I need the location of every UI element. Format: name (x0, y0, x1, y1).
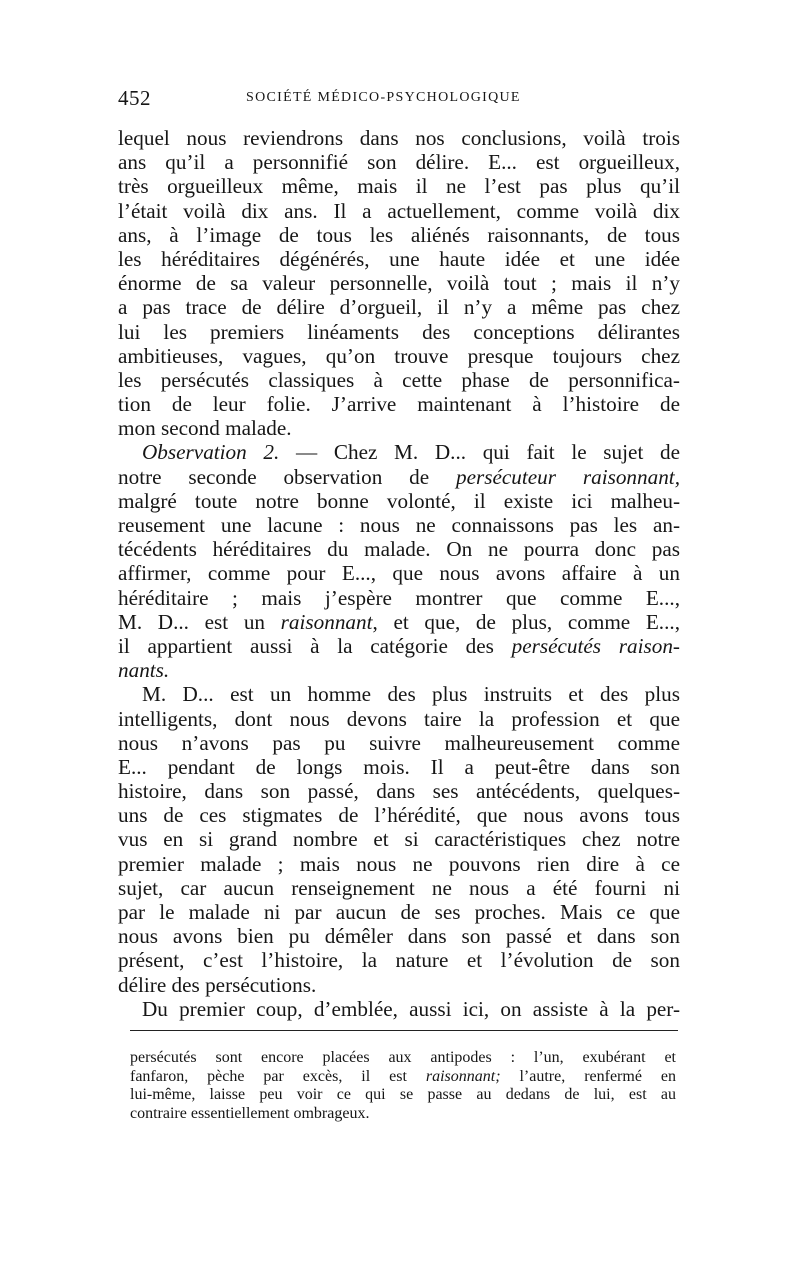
text-segment: — Chez M. D... qui fait le sujet de (279, 440, 680, 465)
text-line: énorme de sa valeur personnelle, voilà tout ; mais il n’y (118, 271, 680, 296)
text-line: mon second malade. (118, 416, 292, 441)
italic-term: raisonnant; (425, 1067, 501, 1085)
text-line: a pas trace de délire d’orgueil, il n’y a même pas chez (118, 295, 680, 320)
running-title: SOCIÉTÉ MÉDICO-PSYCHOLOGIQUE (246, 90, 521, 105)
text-line (118, 465, 680, 489)
italic-term: raisonnant (280, 609, 373, 634)
text-line: lui les premiers linéaments des conceptions délirantes (118, 319, 680, 344)
text-line: E... pendant de longs mois. Il a peut-être dans son (118, 754, 680, 779)
text-segment: l’autre, renfermé en (500, 1067, 676, 1085)
text-line: ans, à l’image de tous les aliénés raisonnants, de tous (118, 222, 680, 247)
observation-heading-line (118, 440, 680, 464)
footnote-rule (130, 1030, 678, 1031)
text-line: l’était voilà dix ans. Il a actuellement, comme voilà dix (118, 198, 680, 223)
italic-term: persécutés raison- (511, 633, 680, 658)
text-line: vus en si grand nombre et si caractéristiques chez notre (118, 827, 680, 852)
italic-term: nants. (118, 658, 170, 683)
footnote (130, 1049, 676, 1123)
text-line (118, 610, 680, 634)
text-line: ans qu’il a personnifié son délire. E... est orgueilleux, (118, 150, 680, 175)
text-segment: fanfaron, pèche par excès, il est (130, 1067, 426, 1085)
text-segment: M. D... est un (118, 609, 281, 634)
text-line: ambitieuses, vagues, qu’on trouve presque toujours chez (118, 343, 680, 368)
text-line: délire des persécutions. (118, 972, 317, 997)
text-line: M. D... est un homme des plus instruits et des plus (142, 682, 680, 707)
body-text (118, 126, 680, 1021)
text-line (118, 658, 680, 682)
text-segment: il appartient aussi à la catégorie des (118, 633, 512, 658)
italic-term: persécuteur raisonnant, (456, 464, 680, 489)
text-line: lequel nous reviendrons dans nos conclusions, voilà trois (118, 126, 680, 150)
running-head (118, 86, 680, 116)
text-line: uns de ces stigmates de l’hérédité, que nous avons tous (118, 803, 680, 828)
text-line: très orgueilleux même, mais il ne l’est pas plus qu’il (118, 174, 680, 199)
text-line: reusement une lacune : nous ne connaissons pas les an- (118, 513, 680, 537)
text-line: Du premier coup, d’emblée, aussi ici, on assiste à la per- (142, 996, 680, 1021)
text-line: par le malade ni par aucun de ses proches. Mais ce que (118, 900, 680, 924)
text-line: affirmer, comme pour E..., que nous avons affaire à un (118, 561, 680, 586)
text-line: les héréditaires dégénérés, une haute idée et une idée (118, 246, 680, 271)
text-line: malgré toute notre bonne volonté, il existe ici malheu- (118, 488, 680, 513)
text-line: intelligents, dont nous devons taire la profession et que (118, 706, 680, 731)
text-line (118, 634, 680, 658)
text-line: histoire, dans son passé, dans ses antécédents, quelques- (118, 779, 680, 804)
footnote-line: persécutés sont encore placées aux antipodes : l’un, exubérant et (130, 1049, 676, 1066)
text-line: premier malade ; mais nous ne pouvons rien dire à ce (118, 851, 680, 876)
text-line: les persécutés classiques à cette phase de personnifica- (118, 367, 680, 392)
text-line: héréditaire ; mais j’espère montrer que comme E..., (118, 585, 680, 610)
text-line: nous n’avons pas pu suivre malheureusement comme (118, 730, 680, 755)
text-line: présent, c’est l’histoire, la nature et l’évolution de son (118, 948, 680, 973)
page-number: 452 (118, 86, 151, 110)
text-line: técédents héréditaires du malade. On ne pourra donc pas (118, 537, 680, 562)
observation-title: Observation 2. (142, 440, 280, 465)
text-line: sujet, car aucun renseignement ne nous a été fourni ni (118, 875, 680, 900)
footnote-line: lui-même, laisse peu voir ce qui se passe au dedans de lui, est au (130, 1086, 676, 1104)
text-line: tion de leur folie. J’arrive maintenant à l’histoire de (118, 392, 680, 417)
text-segment: , et que, de plus, comme E..., (372, 609, 680, 634)
text-segment: notre seconde observation de (118, 464, 456, 489)
footnote-line (130, 1068, 676, 1087)
text-line: nous avons bien pu démêler dans son passé et dans son (118, 924, 680, 949)
footnote-line: contraire essentiellement ombrageux. (130, 1104, 370, 1122)
